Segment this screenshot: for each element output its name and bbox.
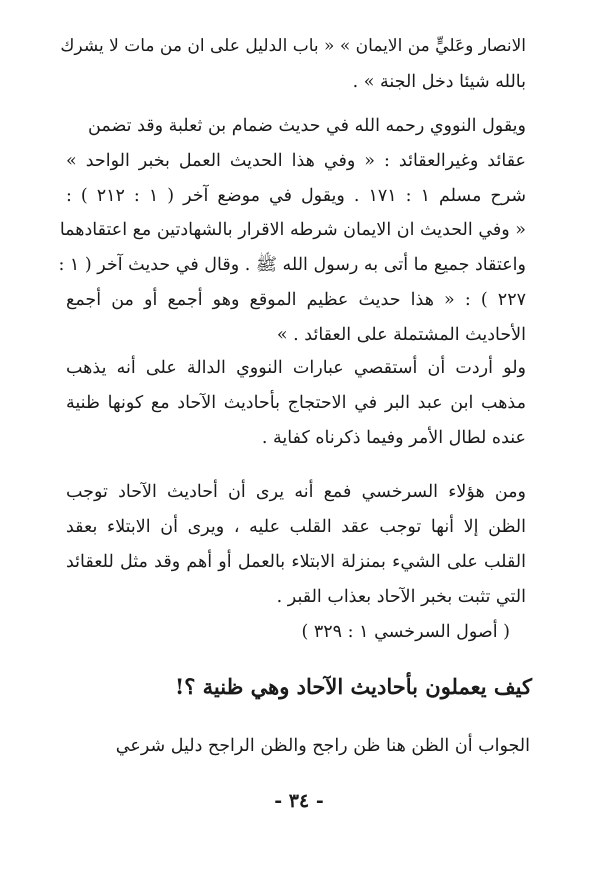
text-line: ولو أردت أن أستقصي عبارات النووي الدالة على أنه يذهب <box>66 358 526 378</box>
text-line: عنده لطال الأمر وفيما ذكرناه كفاية . <box>261 428 526 448</box>
text-line: الأحاديث المشتملة على العقائد . » <box>276 325 526 345</box>
text-line: القلب على الشيء بمنزلة الابتلاء بالعمل أو أهم وقد مثل للعقائد <box>66 552 526 572</box>
section-heading: كيف يعملون بأحاديث الآحاد وهي ظنية ؟! <box>175 674 532 699</box>
text-line: واعتقاد جميع ما أتى به رسول الله ﷺ . وقال في حديث آخر ( ١ : <box>58 255 526 275</box>
text-line: شرح مسلم ١ : ١٧١ . ويقول في موضع آخر ( ١ : ٢١٢ ) : <box>66 186 527 206</box>
text-line: مذهب ابن عبد البر في الاحتجاج بأحاديث الآحاد مع كونها ظنية <box>66 393 526 413</box>
citation: ( أصول السرخسي ١ : ٣٢٩ ) <box>301 622 510 642</box>
text-line: عقائد وغيرالعقائد : « وفي هذا الحديث العمل بخبر الواحد » <box>66 151 526 171</box>
text-line: بالله شيئا دخل الجنة » . <box>352 72 526 92</box>
text-line: الجواب أن الظن هنا ظن راجح والظن الراجح دليل شرعي <box>115 736 530 756</box>
text-line: ويقول النووي رحمه الله في حديث ضمام بن ثعلبة وقد تضمن <box>88 116 526 136</box>
text-line: ومن هؤلاء السرخسي فمع أنه يرى أن أحاديث الآحاد توجب <box>66 482 526 502</box>
text-line: « وفي الحديث ان الايمان شرطه الاقرار بالشهادتين مع اعتقادهما <box>59 220 526 240</box>
text-line: الانصار وعَليٍّ من الايمان » « باب الدليل على ان من مات لا يشرك <box>60 36 526 56</box>
text-line: ٢٢٧ ) : « هذا حديث عظيم الموقع وهو أجمع أو من أجمع <box>66 290 526 310</box>
text-line: الظن إلا أنها توجب عقد القلب عليه ، ويرى أن الابتلاء بعقد <box>66 517 526 537</box>
text-line: التي تثبت بخبر الآحاد بعذاب القبر . <box>276 587 526 607</box>
page-number: - ٣٤ - <box>274 790 324 812</box>
